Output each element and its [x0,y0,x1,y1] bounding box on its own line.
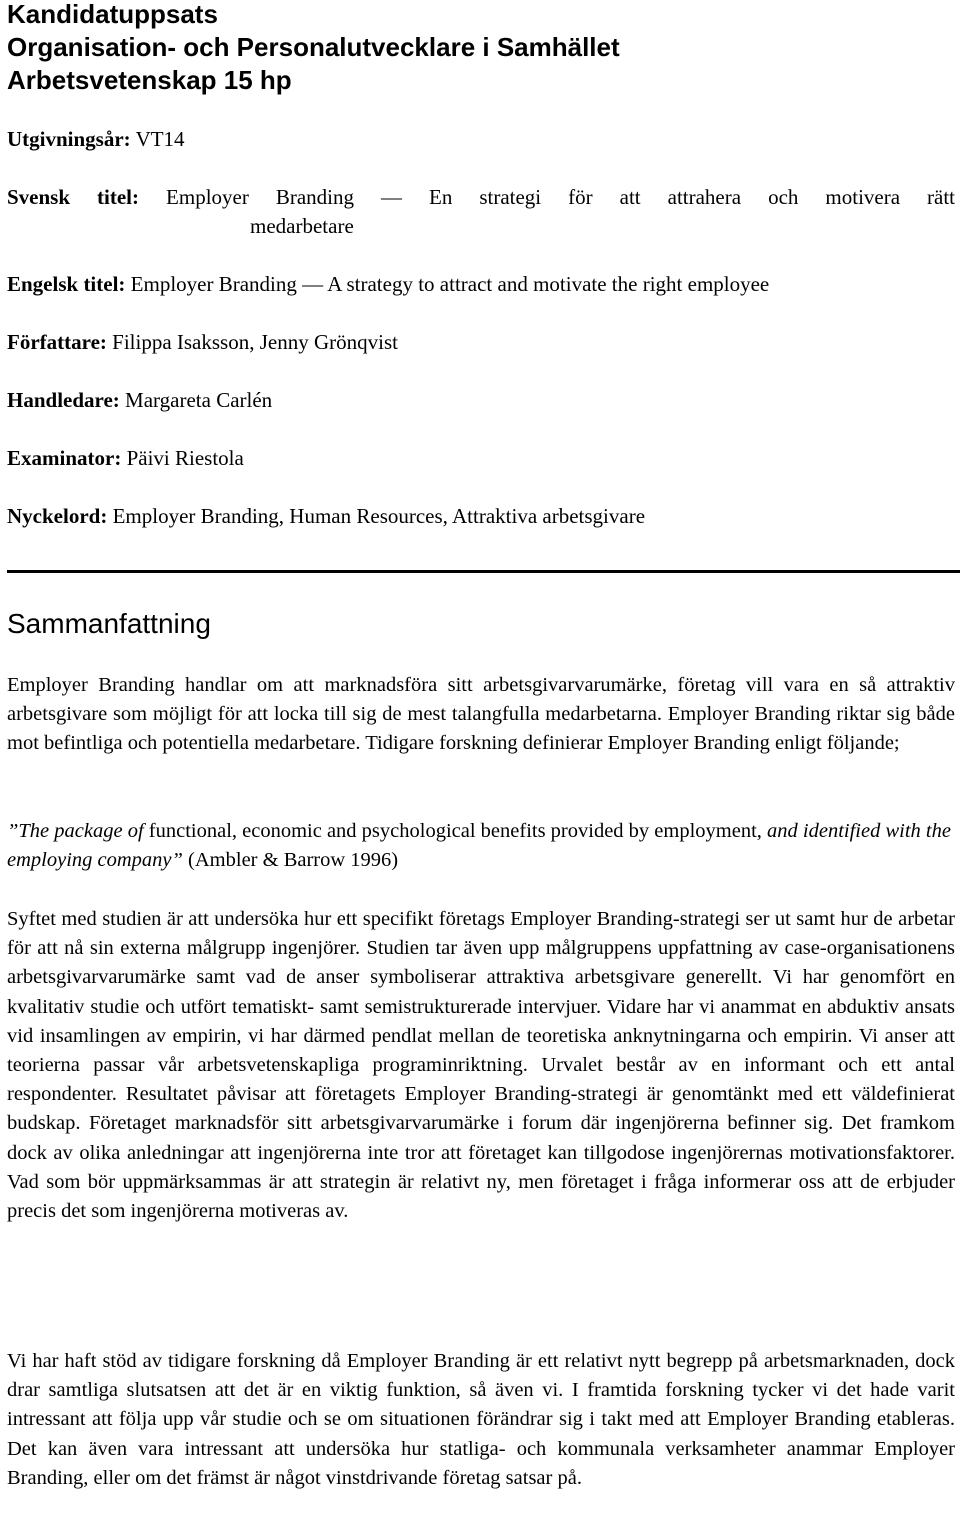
summary-paragraph-2: Syftet med studien är att undersöka hur ett specifikt företags Employer Branding-strategi ser ut samt hur de arbetar för att nå sin externa målgrupp ingenjörer. Studien tar även upp målgruppens uppfattning av case-organisationens arbetsgivarvarumärke samt vad de anser symboliserar attraktiva arbetsgivare generellt. Vi har genomfört en kvalitativ studie och utfört tematiskt- samt semistrukturerade intervjuer. Vidare har vi anammat en abduktiv ansats vid insamlingen av empirin, vi har därmed pendlat mellan de teoretiska anknytningarna och empirin. Vi anser att teorierna passar vår arbetsvetenskapliga programinriktning. Urvalet består av en informant och ett antal respondenter. Resultatet påvisar att företagets Employer Branding-strategi är genomtänkt med ett väldefinierat budskap. Företaget marknadsför sitt arbetsgivarvarumärke i forum där ingenjörerna befinner sig. Det framkom dock av olika anledningar att ingenjörerna inte tror att företaget kan tillgodose ingenjörernas motivationsfaktorer. Vad som bör uppmärksammas är att strategin är relativt ny, men företaget i fråga informerar oss att de erbjuder precis det som ingenjörerna motiveras av. [7,908,955,1223]
quote-middle: functional, economic and psychological benefits provided by employment, [143,820,768,842]
supervisor-value: Margareta Carlén [125,388,273,412]
document-page [7,0,956,1489]
authors-label: Författare: [7,330,107,354]
supervisor-label: Handledare: [7,388,120,412]
swedish-title-line2: medarbetare [250,214,354,238]
program-heading: Organisation- och Personalutvecklare i Samhället [7,32,620,62]
examiner [7,444,955,473]
examiner-value: Päivi Riestola [126,446,244,470]
summary-paragraph-3: Vi har haft stöd av tidigare forskning då Employer Branding är ett relativt nytt begrepp på arbetsmarknaden, dock drar samtliga slutsatsen att det är en viktig funktion, så även vi. I framtida forskning tycker vi det hade varit intressant att följa upp vår studie och se om situationen förändrar sig i takt med att Employer Branding etableras. Det kan även vara intressant att undersöka hur statliga- och kommunala verksamheter anammar Employer Branding, eller om det främst är något vinstdrivande företag satsar på. [7,1350,955,1489]
keywords-label: Nyckelord: [7,504,108,528]
swedish-title-line1 [7,183,955,212]
summary-heading: Sammanfattning [7,608,211,639]
swedish-title-label: Svensk titel: [7,185,140,209]
swedish-title [7,183,955,241]
subject-heading: Arbetsvetenskap 15 hp [7,65,292,95]
supervisor [7,386,955,415]
publication-year [7,125,955,154]
keywords [7,502,955,531]
year-label: Utgivningsår: [7,127,131,151]
authors [7,328,955,357]
examiner-label: Examinator: [7,446,122,470]
english-title [7,270,955,299]
swedish-title-value: Employer Branding — En strategi för att attrahera och motivera rätt [166,185,956,209]
quote-open: ”The package of [7,820,144,842]
authors-value: Filippa Isaksson, Jenny Grönqvist [112,330,398,354]
keywords-value: Employer Branding, Human Resources, Attraktiva arbetsgivare [112,504,646,528]
quote-citation: (Ambler & Barrow 1996) [182,849,399,872]
section-divider [7,570,960,573]
year-value: VT14 [135,127,185,151]
english-title-label: Engelsk titel: [7,272,126,296]
quote-italic-end: and identified with the employing company” [7,820,951,872]
document-type-heading: Kandidatuppsats [7,0,218,29]
definition-quote [7,817,955,875]
summary-paragraph-1: Employer Branding handlar om att marknadsföra sitt arbetsgivarvarumärke, företag vill vara en så attraktiv arbetsgivare som möjligt för att locka till sig de mest talangfulla medarbetarna. Employer Branding riktar sig både mot befintliga och potentiella medarbetare. Tidigare forskning definierar Employer Branding enligt följande; [7,674,955,755]
english-title-value: Employer Branding — A strategy to attract and motivate the right employee [130,272,770,296]
